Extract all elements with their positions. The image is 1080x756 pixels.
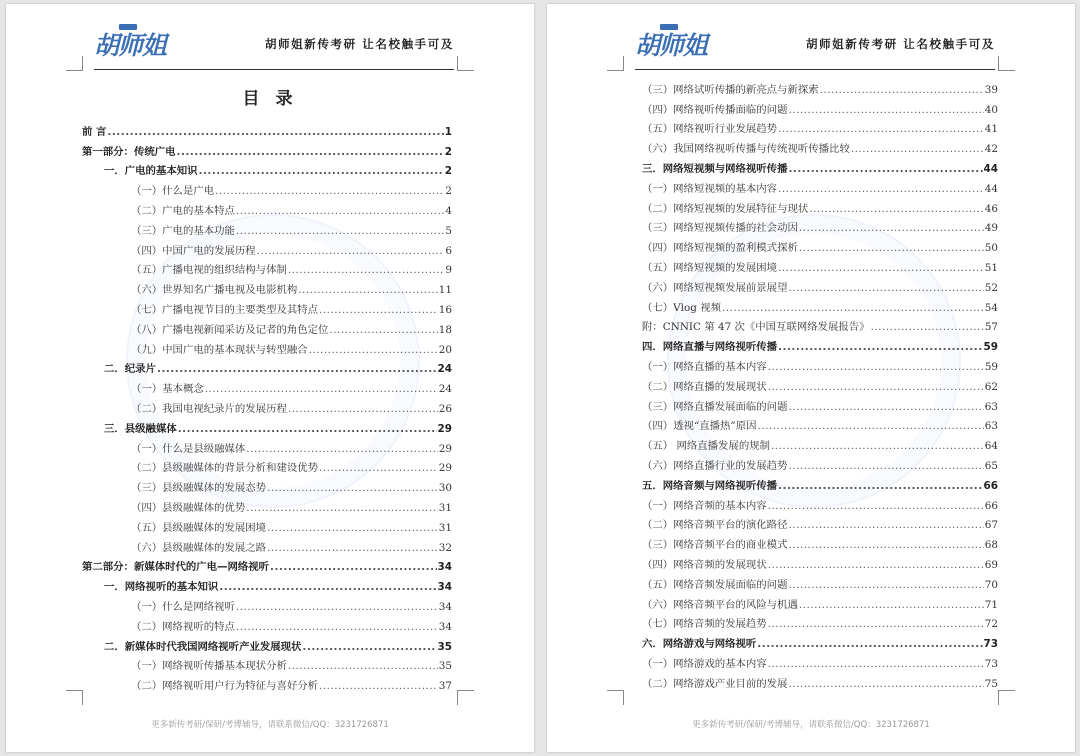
toc-entry[interactable] <box>642 255 998 275</box>
toc-entry-page-number: 5 <box>445 224 452 237</box>
toc-dot-leader <box>302 641 436 654</box>
toc-dot-leader <box>758 420 984 433</box>
toc-entry-page-number: 63 <box>984 400 998 413</box>
toc-dot-leader <box>768 381 984 394</box>
toc-entry-page-number: 18 <box>438 323 452 336</box>
toc-entry[interactable] <box>82 277 452 297</box>
toc-entry-page-number: 35 <box>438 660 452 673</box>
toc-entry-page-number: 66 <box>983 479 998 492</box>
toc-entry-page-number: 35 <box>437 640 452 653</box>
toc-dot-leader <box>319 462 438 475</box>
toc-entry[interactable] <box>642 572 998 592</box>
toc-dot-leader <box>788 401 983 414</box>
toc-dot-leader <box>722 302 984 315</box>
toc-entry-page-number: 34 <box>437 561 452 574</box>
toc-entry-page-number: 2 <box>444 145 452 158</box>
toc-entry[interactable] <box>82 297 452 317</box>
toc-entry-page-number: 44 <box>984 182 998 195</box>
toc-entry[interactable] <box>642 552 998 572</box>
toc-entry-label: （二）网络视听的特点 <box>131 620 235 633</box>
toc-entry[interactable] <box>82 416 452 436</box>
toc-entry-page-number: 24 <box>438 383 452 396</box>
toc-dot-leader <box>270 561 437 574</box>
toc-dot-leader <box>799 599 984 612</box>
toc-entry-label: （九）中国广电的基本现状与转型融合 <box>131 343 308 356</box>
toc-entry[interactable] <box>82 238 452 258</box>
toc-title: 目 录 <box>242 89 298 109</box>
toc-entry-label: （二）网络音频平台的演化路径 <box>642 519 788 532</box>
page-footer: 更多新传考研/保研/考博辅导，请联系微信/QQ：3231726871 <box>151 720 389 730</box>
toc-entry[interactable] <box>82 258 452 278</box>
toc-entry-label: （三）网络直播发展面临的问题 <box>642 400 788 413</box>
toc-dot-leader <box>319 680 438 693</box>
toc-entry-label: （六）网络音频平台的风险与机遇 <box>642 598 798 611</box>
toc-entry-page-number: 34 <box>438 600 452 613</box>
toc-dot-leader <box>871 321 984 334</box>
toc-entry-page-number: 75 <box>984 677 998 690</box>
toc-dot-leader <box>236 601 438 614</box>
crop-mark <box>457 690 474 705</box>
toc-entry-label: （三）县级融媒体的发展态势 <box>131 482 267 495</box>
toc-entry-page-number: 59 <box>984 360 998 373</box>
toc-entry-page-number: 44 <box>983 162 998 175</box>
toc-entry[interactable] <box>642 612 998 632</box>
toc-dot-leader <box>319 304 438 317</box>
toc-entry-page-number: 31 <box>438 501 452 514</box>
toc-entry-label: （二）我国电视纪录片的发展历程 <box>131 402 287 415</box>
toc-dot-leader <box>267 482 438 495</box>
toc-entry-label: （二）网络直播的发展现状 <box>642 380 767 393</box>
toc-dot-leader <box>178 423 437 436</box>
toc-entry[interactable] <box>82 396 452 416</box>
toc-entry-label: （六）我国网络视听传播与传统视听传播比较 <box>642 143 850 156</box>
toc-entry-page-number: 34 <box>438 620 452 633</box>
toc-entry-label: 第二部分：新媒体时代的广电—网络视听 <box>82 561 270 574</box>
toc-entry-page-number: 31 <box>438 521 452 534</box>
toc-dot-leader <box>768 361 984 374</box>
toc-dot-leader <box>329 324 437 337</box>
toc-entry-label: （六）网络直播行业的发展趋势 <box>642 459 788 472</box>
crop-mark <box>66 56 83 71</box>
toc-entry-label: （一）网络短视频的基本内容 <box>642 182 778 195</box>
table-of-contents <box>82 119 452 693</box>
toc-dot-leader <box>246 443 437 456</box>
toc-entry[interactable] <box>642 176 998 196</box>
toc-dot-leader <box>788 460 983 473</box>
toc-entry-label: （四）网络短视频的盈利模式探析 <box>642 242 798 255</box>
toc-entry-page-number: 16 <box>438 303 452 316</box>
toc-entry-page-number: 73 <box>983 638 998 651</box>
toc-entry[interactable] <box>82 119 452 139</box>
toc-entry-label: （四）透视“直播热”原因 <box>642 420 757 433</box>
toc-dot-leader <box>851 143 984 156</box>
toc-dot-leader <box>778 341 982 354</box>
toc-entry-page-number: 51 <box>984 261 998 274</box>
toc-dot-leader <box>205 383 438 396</box>
toc-dot-leader <box>799 242 984 255</box>
toc-entry[interactable] <box>82 317 452 337</box>
page-footer: 更多新传考研/保研/考博辅导，请联系微信/QQ：3231726871 <box>692 720 930 730</box>
toc-dot-leader <box>778 480 982 493</box>
toc-entry[interactable] <box>642 374 998 394</box>
toc-entry-page-number: 2 <box>445 185 452 198</box>
toc-entry[interactable] <box>82 456 452 476</box>
toc-entry-label: （一）什么是广电 <box>131 185 215 198</box>
toc-entry-page-number: 30 <box>438 482 452 495</box>
toc-entry-page-number: 29 <box>437 422 452 435</box>
toc-entry-label: （二）县级融媒体的背景分析和建设优势 <box>131 462 319 475</box>
toc-dot-leader <box>298 284 438 297</box>
toc-entry-label: （四）县级融媒体的优势 <box>131 501 246 514</box>
crop-mark <box>607 56 624 71</box>
toc-entry-label: （五）网络视听行业发展趋势 <box>642 123 778 136</box>
toc-entry-label: 第一部分：传统广电 <box>82 145 176 158</box>
toc-entry-label: 一．广电的基本知识 <box>104 165 198 178</box>
header-divider <box>635 69 995 70</box>
toc-entry-label: （五）广播电视的组织结构与体制 <box>131 264 287 277</box>
toc-entry[interactable] <box>642 156 998 176</box>
header-slogan: 胡师姐新传考研 让名校触手可及 <box>805 37 995 51</box>
toc-entry[interactable] <box>642 394 998 414</box>
toc-entry-page-number: 32 <box>438 541 452 554</box>
crop-mark <box>457 56 474 71</box>
toc-entry[interactable] <box>642 354 998 374</box>
toc-entry-label: （二）网络游戏产业目前的发展 <box>642 677 788 690</box>
toc-entry[interactable] <box>82 178 452 198</box>
toc-entry-label: 附：CNNIC 第 47 次《中国互联网络发展报告》 <box>642 321 870 334</box>
toc-entry[interactable] <box>82 555 452 575</box>
toc-dot-leader <box>788 104 983 117</box>
toc-entry-label: 二．纪录片 <box>104 363 156 376</box>
toc-entry-label: （七）Vlog 视频 <box>642 301 721 314</box>
toc-entry[interactable] <box>82 159 452 179</box>
toc-entry-label: （四）中国广电的发展历程 <box>131 244 256 257</box>
toc-entry[interactable] <box>82 436 452 456</box>
toc-entry-page-number: 9 <box>445 264 452 277</box>
table-of-contents <box>642 77 998 691</box>
toc-entry[interactable] <box>642 136 998 156</box>
toc-entry-label: （五）网络短视频的发展困境 <box>642 261 778 274</box>
toc-entry-page-number: 11 <box>438 284 452 297</box>
crop-mark <box>998 690 1015 705</box>
document-page-right <box>547 4 1075 752</box>
toc-entry-page-number: 34 <box>437 581 452 594</box>
toc-entry[interactable] <box>82 614 452 634</box>
toc-entry[interactable] <box>82 654 452 674</box>
toc-entry-page-number: 24 <box>437 363 452 376</box>
toc-dot-leader <box>768 658 984 671</box>
toc-dot-leader <box>246 502 437 515</box>
toc-entry-label: （三）网络短视频传播的社会动因 <box>642 222 798 235</box>
toc-entry-page-number: 20 <box>438 343 452 356</box>
toc-entry-page-number: 29 <box>438 442 452 455</box>
toc-entry-page-number: 57 <box>984 321 998 334</box>
toc-dot-leader <box>788 539 983 552</box>
toc-entry-label: （四）网络音频的发展现状 <box>642 558 767 571</box>
toc-dot-leader <box>157 363 437 376</box>
toc-entry[interactable] <box>642 651 998 671</box>
toc-entry-label: 二．新媒体时代我国网络视听产业发展现状 <box>104 640 302 653</box>
toc-entry[interactable] <box>642 216 998 236</box>
toc-entry-label: （一）网络音频的基本内容 <box>642 499 767 512</box>
toc-entry[interactable] <box>82 139 452 159</box>
toc-dot-leader <box>799 222 984 235</box>
toc-entry[interactable] <box>642 315 998 335</box>
toc-entry-label: （七）广播电视节目的主要类型及其特点 <box>131 303 319 316</box>
toc-dot-leader <box>288 660 438 673</box>
toc-entry-label: 一．网络视听的基本知识 <box>104 581 219 594</box>
toc-entry[interactable] <box>642 97 998 117</box>
toc-entry[interactable] <box>642 77 998 97</box>
toc-entry[interactable] <box>642 493 998 513</box>
crop-mark <box>998 56 1015 71</box>
toc-dot-leader <box>267 522 438 535</box>
toc-entry-label: （二）网络短视频的发展特征与现状 <box>642 202 809 215</box>
toc-entry-label: （五）县级融媒体的发展困境 <box>131 521 267 534</box>
toc-dot-leader <box>778 183 984 196</box>
toc-dot-leader <box>236 205 444 218</box>
toc-entry-page-number: 41 <box>984 123 998 136</box>
toc-entry-label: （六）网络短视频发展前景展望 <box>642 281 788 294</box>
brand-logo: 胡师姐 <box>635 31 708 60</box>
toc-entry-page-number: 29 <box>438 462 452 475</box>
toc-entry-label: （一）基本概念 <box>131 383 204 396</box>
toc-dot-leader <box>288 403 438 416</box>
toc-entry[interactable] <box>642 473 998 493</box>
toc-entry-page-number: 46 <box>984 202 998 215</box>
toc-dot-leader <box>107 126 443 139</box>
toc-entry[interactable] <box>82 535 452 555</box>
toc-entry-page-number: 73 <box>984 657 998 670</box>
toc-entry-label: （一）什么是县级融媒体 <box>131 442 246 455</box>
toc-entry-page-number: 42 <box>984 143 998 156</box>
toc-dot-leader <box>267 542 438 555</box>
toc-entry-label: 前 言 <box>82 125 107 138</box>
toc-entry-page-number: 6 <box>445 244 452 257</box>
header-slogan: 胡师姐新传考研 让名校触手可及 <box>264 37 454 51</box>
toc-dot-leader <box>778 123 984 136</box>
toc-entry[interactable] <box>642 532 998 552</box>
toc-entry-label: （三）广电的基本功能 <box>131 224 235 237</box>
page-header <box>6 4 534 74</box>
toc-entry-page-number: 59 <box>983 341 998 354</box>
toc-dot-leader <box>809 203 984 216</box>
toc-dot-leader <box>199 165 444 178</box>
toc-entry-label: （五） 网络直播发展的规制 <box>642 440 770 453</box>
toc-entry[interactable] <box>82 515 452 535</box>
toc-entry-page-number: 67 <box>984 519 998 532</box>
toc-entry[interactable] <box>642 275 998 295</box>
toc-entry[interactable] <box>82 495 452 515</box>
toc-entry[interactable] <box>82 634 452 654</box>
toc-dot-leader <box>788 579 983 592</box>
toc-entry[interactable] <box>82 337 452 357</box>
toc-dot-leader <box>771 440 984 453</box>
toc-entry-label: （三）网络试听传播的新亮点与新探索 <box>642 83 819 96</box>
toc-dot-leader <box>820 84 984 97</box>
toc-entry[interactable] <box>642 117 998 137</box>
toc-entry-label: （八）广播电视新闻采访及记者的角色定位 <box>131 323 329 336</box>
toc-dot-leader <box>236 621 438 634</box>
toc-dot-leader <box>768 559 984 572</box>
toc-entry-page-number: 63 <box>984 420 998 433</box>
toc-dot-leader <box>288 264 445 277</box>
toc-dot-leader <box>788 519 983 532</box>
brand-logo: 胡师姐 <box>94 31 167 60</box>
toc-entry-label: （一）网络直播的基本内容 <box>642 360 767 373</box>
toc-entry-page-number: 26 <box>438 402 452 415</box>
toc-entry-label: （一）网络游戏的基本内容 <box>642 657 767 670</box>
toc-entry-page-number: 37 <box>438 680 452 693</box>
toc-dot-leader <box>236 225 444 238</box>
toc-entry[interactable] <box>642 631 998 651</box>
toc-entry-label: （一）网络视听传播基本现状分析 <box>131 660 287 673</box>
toc-entry-label: （二）网络视听用户行为特征与喜好分析 <box>131 680 319 693</box>
toc-dot-leader <box>757 638 982 651</box>
toc-entry-label: 五．网络音频与网络视听传播 <box>642 479 778 492</box>
toc-entry-page-number: 39 <box>984 83 998 96</box>
toc-entry[interactable] <box>82 594 452 614</box>
toc-entry-page-number: 1 <box>444 125 452 138</box>
toc-entry-page-number: 68 <box>984 539 998 552</box>
toc-entry[interactable] <box>642 592 998 612</box>
toc-entry[interactable] <box>82 376 452 396</box>
toc-entry-page-number: 40 <box>984 103 998 116</box>
toc-entry[interactable] <box>642 334 998 354</box>
toc-entry-page-number: 52 <box>984 281 998 294</box>
toc-entry-label: （三）网络音频平台的商业模式 <box>642 539 788 552</box>
toc-entry-label: （五）网络音频发展面临的问题 <box>642 578 788 591</box>
toc-entry-label: 六．网络游戏与网络视听 <box>642 638 757 651</box>
toc-entry-label: （四）网络视听传播面临的问题 <box>642 103 788 116</box>
toc-entry-page-number: 65 <box>984 459 998 472</box>
toc-dot-leader <box>257 245 445 258</box>
toc-dot-leader <box>177 146 444 159</box>
toc-entry-page-number: 50 <box>984 242 998 255</box>
toc-entry-page-number: 2 <box>444 165 452 178</box>
toc-entry[interactable] <box>642 235 998 255</box>
toc-entry-page-number: 71 <box>984 598 998 611</box>
toc-entry-label: （二）广电的基本特点 <box>131 204 235 217</box>
toc-entry-label: 三．网络短视频与网络视听传播 <box>642 162 788 175</box>
toc-entry[interactable] <box>82 218 452 238</box>
toc-entry-label: 四．网络直播与网络视听传播 <box>642 341 778 354</box>
toc-entry[interactable] <box>82 475 452 495</box>
toc-dot-leader <box>788 282 983 295</box>
toc-dot-leader <box>219 581 436 594</box>
toc-entry[interactable] <box>82 673 452 693</box>
toc-entry-label: （六）世界知名广播电视及电影机构 <box>131 284 298 297</box>
toc-dot-leader <box>215 185 444 198</box>
toc-entry-label: （七）网络音频的发展趋势 <box>642 618 767 631</box>
toc-entry-label: （六）县级融媒体的发展之路 <box>131 541 267 554</box>
toc-entry-page-number: 62 <box>984 380 998 393</box>
crop-mark <box>607 690 624 705</box>
toc-entry[interactable] <box>642 295 998 315</box>
toc-entry[interactable] <box>82 198 452 218</box>
toc-entry-label: 三．县级融媒体 <box>104 422 177 435</box>
toc-dot-leader <box>768 500 984 513</box>
toc-dot-leader <box>778 262 984 275</box>
crop-mark <box>66 690 83 705</box>
toc-entry[interactable] <box>642 513 998 533</box>
toc-entry-page-number: 70 <box>984 578 998 591</box>
toc-entry[interactable] <box>642 453 998 473</box>
page-header <box>547 4 1075 74</box>
toc-entry[interactable] <box>642 196 998 216</box>
toc-dot-leader <box>788 163 982 176</box>
toc-entry[interactable] <box>82 574 452 594</box>
toc-entry[interactable] <box>642 414 998 434</box>
toc-entry[interactable] <box>82 357 452 377</box>
toc-entry-page-number: 4 <box>445 204 452 217</box>
toc-entry-page-number: 49 <box>984 222 998 235</box>
toc-dot-leader <box>788 678 983 691</box>
toc-entry-label: （一）什么是网络视听 <box>131 600 235 613</box>
toc-dot-leader <box>768 618 984 631</box>
toc-entry[interactable] <box>642 671 998 691</box>
toc-dot-leader <box>309 344 438 357</box>
toc-entry-page-number: 64 <box>984 440 998 453</box>
toc-entry-page-number: 66 <box>984 499 998 512</box>
toc-entry-page-number: 72 <box>984 618 998 631</box>
header-divider <box>94 69 454 70</box>
document-page-left <box>6 4 534 752</box>
toc-entry[interactable] <box>642 433 998 453</box>
toc-entry-page-number: 54 <box>984 301 998 314</box>
toc-entry-page-number: 69 <box>984 558 998 571</box>
